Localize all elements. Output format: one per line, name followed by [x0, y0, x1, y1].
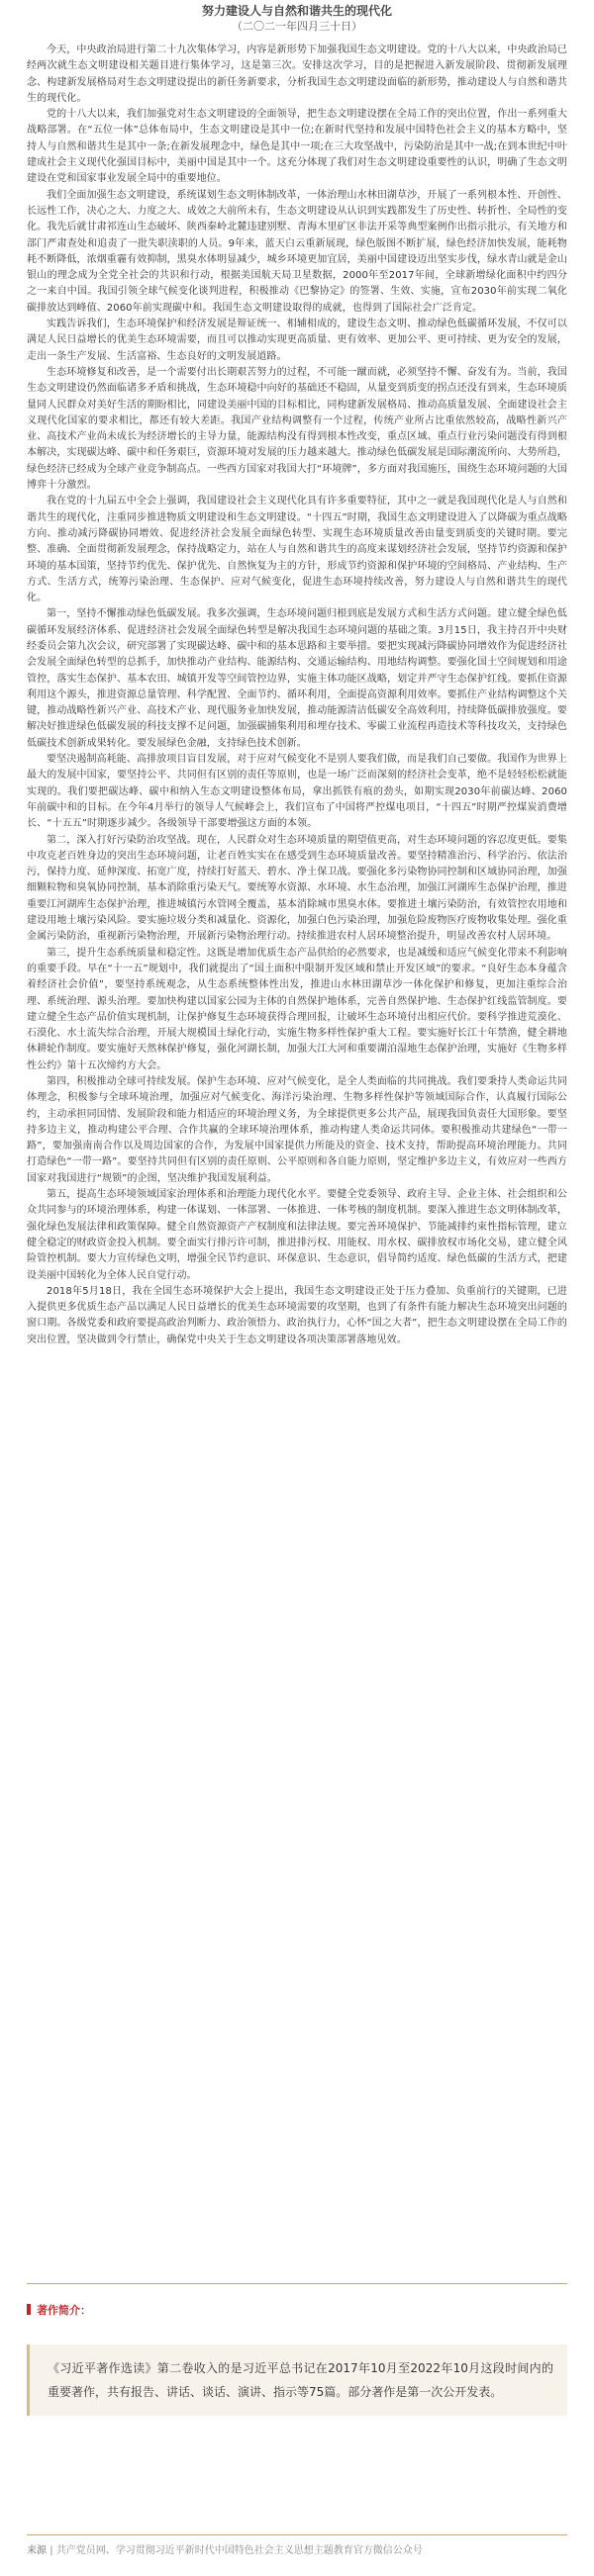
intro-box: 《习近平著作选读》第二卷收入的是习近平总书记在2017年10月至2022年10月这段时间内的重要著作，共有报告、讲话、谈话、演讲、指示等75篇。部分著作是第一次公开发表。 — [27, 2345, 567, 2416]
paragraph-12: 第五，提高生态环境领域国家治理体系和治理能力现代化水平。要健全党委领导、政府主导、企业主体、社会组织和公众共同参与的环境治理体系，构建一体谋划、一体部署、一体推进、一体考核的制度机制。要深入推进生态文明体制改革，强化绿色发展法律和政策保障。健全自然资源资产产权制度和法律法规。要完善环境保护、节能减排约束性指标管理，建立健全稳定的财政资金投入机制。要全面实行排污许可制，推进排污权、用能权、用水权、碳排放权市场化交易，建立健全风险管控机制。要大力宣传绿色文明，增强全民节约意识、环保意识、生态意识，倡导简约适度、绿色低碳的生活方式，把建设美丽中国转化为全体人民自觉行动。 — [27, 1189, 567, 1281]
article-title: 努力建设人与自然和谐共生的现代化 — [201, 4, 392, 18]
article-body — [27, 43, 567, 1348]
section-divider — [27, 2283, 567, 2284]
paragraph-2: 党的十八大以来，我们加强党对生态文明建设的全面领导，把生态文明建设摆在全局工作的突出位置，作出一系列重大战略部署。在“五位一体”总体布局中，生态文明建设是其中一位;在新时代坚持和发展中国特色社会主义的基本方略中，坚持人与自然和谐共生是其中一条;在新发展理念中，绿色是其中一项;在三大攻坚战中，污染防治是其中一战;在到本世纪中叶建成社会主义现代化强国目标中，美丽中国是其中一个。这充分体现了我们对生态文明建设重要性的认识，明确了生态文明建设在党和国家事业发展全局中的重要地位。 — [27, 109, 567, 185]
paragraph-6: 我在党的十九届五中全会上强调，我国建设社会主义现代化具有许多重要特征，其中之一就是我国现代化是人与自然和谐共生的现代化，注重同步推进物质文明建设和生态文明建设。“十四五”时期，我国生态文明建设进入了以降碳为重点战略方向、推动减污降碳协同增效、促进经济社会发展全面绿色转型、实现生态环境质量改善由量变到质变的关键时期。要完整、准确、全面贯彻新发展理念，保持战略定力，站在人与自然和谐共生的高度来谋划经济社会发展，坚持节约资源和保护环境的基本国策，坚持节约优先、保护优先、自然恢复为主的方针，形成节约资源和保护环境的空间格局、产业结构、生产方式、生活方式，统筹污染治理、生态保护、应对气候变化，促进生态环境持续改善，努力建设人与自然和谐共生的现代化。 — [27, 496, 567, 604]
paragraph-10: 第三，提升生态系统质量和稳定性。这既是增加优质生态产品供给的必然要求，也是减缓和适应气候变化带来不利影响的重要手段。早在“十一五”规划中，我们就提出了“国土面积中限制开发区域和禁止开发区域”的要求。“良好生态本身蕴含着经济社会价值”，要坚持系统观念，从生态系统整体性出发，推进山水林田湖草沙一体化保护和修复，更加注重综合治理、系统治理、源头治理。要加快构建以国家公园为主体的自然保护地体系，完善自然保护地、生态保护红线监管制度。要建立健全生态产品价值实现机制，让保护修复生态环境获得合理回报，让破坏生态环境付出相应代价。要科学推进荒漠化、石漠化、水土流失综合治理，开展大规模国土绿化行动，实施生物多样性保护重大工程。要实施好长江十年禁渔，健全耕地休耕轮作制度。要实施好天然林保护修复，强化河湖长制，加强大江大河和重要湖泊湿地生态保护治理，实施好《生物多样性公约》第十五次缔约方大会。 — [27, 947, 567, 1071]
paragraph-3: 我们全面加强生态文明建设，系统谋划生态文明体制改革，一体治理山水林田湖草沙，开展了一系列根本性、开创性、长远性工作，决心之大、力度之大、成效之大前所未有，生态文明建设从认识到实践都发生了历史性、转折性、全局性的变化。我先后就甘肃祁连山生态破坏、陕西秦岭北麓违建别墅、青海木里矿区非法开采等典型案例作出指示批示，有关地方和部门严肃查处和追责了一批失职渎职的人员。9年来，蓝天白云重新展现，绿色版图不断扩展，绿色经济加快发展，能耗物耗不断降低，浓烟重霾有效抑制，黑臭水体明显减少，城乡环境更加宜居，美丽中国建设迈出坚实步伐，绿水青山就是金山银山的理念成为全党全社会的共识和行动，根据美国航天局卫星数据，2000年至2017年间，全球新增绿化面积中约四分之一来自中国。我国引领全球气候变化谈判进程，积极推动《巴黎协定》的签署、生效、实施，宣布2030年前实现二氧化碳排放达到峰值、2060年前实现碳中和。我国生态文明建设取得的成就，也得到了国际社会广泛肯定。 — [27, 189, 567, 314]
article-date: （二〇二一年四月三十日） — [232, 20, 362, 33]
source-line — [27, 2544, 567, 2558]
intro-heading — [27, 2303, 567, 2319]
heading-marker — [27, 2304, 31, 2315]
paragraph-5: 生态环境修复和改善，是一个需要付出长期艰苦努力的过程，不可能一蹴而就，必须坚持不懈、奋发有为。当前，我国生态文明建设仍然面临诸多矛盾和挑战，生态环境稳中向好的基础还不稳固，从量变到质变的拐点还没有到来，生态环境质量同人民群众对美好生活的期盼相比，同建设美丽中国的目标相比，同构建新发展格局、推动高质量发展、全面建设社会主义现代化国家的要求相比，都还有较大差距。我国产业结构调整有一个过程，传统产业所占比重依然较高，战略性新兴产业、高技术产业尚未成长为经济增长的主导力量，能源结构没有得到根本性改变，重点区域、重点行业污染问题没有得到根本解决，实现碳达峰、碳中和任务艰巨，资源环境对发展的压力越来越大。推动绿色低碳发展是国际潮流所向、大势所趋，绿色经济已经成为全球产业竞争制高点。一些西方国家对我国大打“环境牌”，多方面对我国施压，围绕生态环境问题的大国博弈十分激烈。 — [27, 366, 567, 492]
paragraph-7: 第一，坚持不懈推动绿色低碳发展。我多次强调，生态环境问题归根到底是发展方式和生活方式问题。建立健全绿色低碳循环发展经济体系、促进经济社会发展全面绿色转型是解决我国生态环境问题的基础之策。3月15日，我主持召开中央财经委员会第九次会议，研究部署了实现碳达峰、碳中和的基本思路和主要举措。要把实现减污降碳协同增效作为促进经济社会发展全面绿色转型的总抓手，加快推动产业结构、能源结构、交通运输结构、用地结构调整。要强化国土空间规划和用途管控，落实生态保护、基本农田、城镇开发等空间管控边界，实施主体功能区战略，划定并严守生态保护红线。要抓住资源利用这个源头，推进资源总量管理、科学配置、全面节约、循环利用，全面提高资源利用效率。要抓住产业结构调整这个关键，推动战略性新兴产业、高技术产业、现代服务业加快发展，推动能源清洁低碳安全高效利用，持续降低碳排放强度。要解决好推进绿色低碳发展的科技支撑不足问题，加强碳捕集利用和埋存技术、零碳工业流程再造技术等科技攻关，支持绿色低碳技术创新成果转化。要发展绿色金融，支持绿色技术创新。 — [27, 608, 567, 749]
source-label: 来源 — [27, 2545, 47, 2556]
source-text: 共产党员网、学习贯彻习近平新时代中国特色社会主义思想主题教育官方微信公众号 — [55, 2545, 423, 2556]
intro-section — [27, 2303, 567, 2416]
paragraph-13: 2018年5月18日，我在全国生态环境保护大会上提出，我国生态文明建设正处于压力叠加、负重前行的关键期，已进入提供更多优质生态产品以满足人民日益增长的优美生态环境需要的攻坚期，也到了有条件有能力解决生态环境突出问题的窗口期。各级党委和政府要提高政治判断力、政治领悟力、政治执行力，心怀“国之大者”，把生态文明建设摆在全局工作的突出位置，坚决做到令行禁止，确保党中央关于生态文明建设各项决策部署落地见效。 — [27, 1285, 567, 1345]
source-separator: | — [50, 2545, 56, 2556]
paragraph-9: 第二，深入打好污染防治攻坚战。现在，人民群众对生态环境质量的期望值更高，对生态环境问题的容忍度更低。要集中攻克老百姓身边的突出生态环境问题，让老百姓实实在在感受到生态环境质量改善。要坚持精准治污、科学治污、依法治污，保持力度、延伸深度、拓宽广度，持续打好蓝天、碧水、净土保卫战。要强化多污染物协同控制和区域协同治理，加强细颗粒物和臭氧协同控制，基本消除重污染天气。要统筹水资源、水环境、水生态治理，加强江河湖库生态保护治理，推进重要江河湖库生态保护治理，推进城镇污水管网全覆盖，基本消除城市黑臭水体。要推进土壤污染防治，有效管控农用地和建设用地土壤污染风险。要实施垃圾分类和减量化、资源化，加强白色污染治理，加强危险废物医疗废物收集处理。强化重金属污染防治，重视新污染物治理，开展新污染物治理行动。持续推进农村人居环境整治提升，明显改善农村人居环境。 — [27, 834, 567, 943]
paragraph-11: 第四，积极推动全球可持续发展。保护生态环境、应对气候变化，是全人类面临的共同挑战。我们要秉持人类命运共同体理念，积极参与全球环境治理，加强应对气候变化、海洋污染治理、生物多样性保护等领域国际合作，认真履行国际公约，主动承担同国情、发展阶段和能力相适应的环境治理义务，为全球提供更多公共产品，展现我国负责任大国形象。要坚持多边主义，推动构建公平合理、合作共赢的全球环境治理体系，推动构建人类命运共同体。要积极推动共建绿色“一带一路”，要加强南南合作以及周边国家的合作，为发展中国家提供力所能及的资金、技术支持，帮助提高环境治理能力。共同打造绿色“一带一路”。要坚持共同但有区别的责任原则、公平原则和各自能力原则，坚定维护多边主义，有效应对一些西方国家对我国进行“规锁”的企图，坚决维护我国发展利益。 — [27, 1076, 567, 1184]
footer-divider — [27, 2534, 567, 2535]
paragraph-8: 要坚决遏制高耗能、高排放项目盲目发展，对于应对气候变化不是别人要我们做，而是我们自己要做。我国作为世界上最大的发展中国家，要坚持公平、共同但有区别的责任等原则，也是一场广泛而深刻的经济社会变革，绝不是轻轻松松就能实现的。我们要把碳达峰、碳中和纳入生态文明建设整体布局，拿出抓铁有痕的劲头，如期实现2030年前碳达峰、2060年前碳中和的目标。在今年4月举行的领导人气候峰会上，我们宣布了中国将严控煤电项目，“十四五”时期严控煤炭消费增长、“十五五”时期逐步减少。各级领导干部要增强这方面的本领。 — [27, 754, 567, 830]
paragraph-4: 实践告诉我们，生态环境保护和经济发展是辩证统一、相辅相成的，建设生态文明、推动绿色低碳循环发展，不仅可以满足人民日益增长的优美生态环境需要，而且可以推动实现更高质量、更有效率、更加公平、更可持续、更为安全的发展，走出一条生产发展、生活富裕、生态良好的文明发展道路。 — [27, 319, 567, 362]
intro-heading-text: 著作简介： — [37, 2304, 91, 2317]
paragraph-1: 今天，中央政治局进行第二十九次集体学习，内容是新形势下加强我国生态文明建设。党的十八大以来，中央政治局已经两次就生态文明建设相关题目进行集体学习，这是第三次。安排这次学习，目的是把握进入新发展阶段、贯彻新发展理念、构建新发展格局对生态文明建设提出的新任务新要求，分析我国生态文明建设面临的新形势，推动建设人与自然和谐共生的现代化。 — [27, 45, 567, 104]
